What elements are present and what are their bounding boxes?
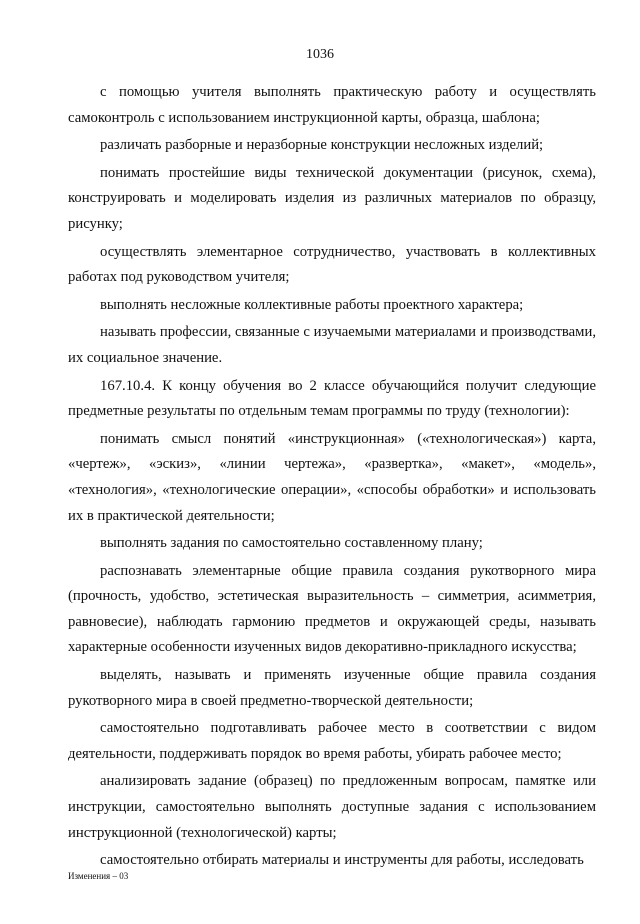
paragraph: выполнять задания по самостоятельно составленному плану; (100, 535, 483, 552)
paragraph: различать разборные и неразборные конструкции несложных изделий; (100, 137, 544, 154)
paragraph: анализировать задание (образец) по предложенным вопросам, памятке или инструкции, самостоятельно выполнять доступные задания с использованием инструкционной (технологической) карты; (68, 773, 596, 841)
paragraph: с помощью учителя выполнять практическую работу и осуществлять самоконтроль с использованием инструкционной карты, образца, шаблона; (68, 84, 596, 126)
paragraph: распознавать элементарные общие правила создания рукотворного мира (прочность, удобство, эстетическая выразительность – симметрия, асимметрия, равновесие), наблюдать гармонию предметов и окружающей среды, называть характерные особенности изученных видов декоративно-прикладного искусства; (68, 562, 596, 656)
body-text (68, 80, 596, 876)
paragraph: самостоятельно подготавливать рабочее место в соответствии с видом деятельности, поддерживать порядок во время работы, убирать рабочее место; (68, 720, 596, 762)
paragraph: осуществлять элементарное сотрудничество, участвовать в коллективных работах под руководством учителя; (68, 243, 596, 286)
paragraph: понимать простейшие виды технической документации (рисунок, схема), конструировать и моделировать изделия из различных материалов по образцу, рисунку; (68, 164, 596, 232)
paragraph: выделять, называть и применять изученные общие правила создания рукотворного мира в своей предметно-творческой деятельности; (68, 667, 596, 709)
paragraph: выполнять несложные коллективные работы проектного характера; (100, 296, 524, 313)
paragraph: самостоятельно отбирать материалы и инструменты для работы, исследовать (100, 852, 584, 869)
page-number: 1036 (306, 47, 334, 62)
paragraph: называть профессии, связанные с изучаемыми материалами и производствами, их социальное значение. (68, 324, 596, 366)
footer-note: Изменения – 03 (68, 871, 129, 881)
section-paragraph: 167.10.4. К концу обучения во 2 классе обучающийся получит следующие предметные результаты по отдельным темам программы по труду (технологии): (68, 377, 596, 420)
paragraph: понимать смысл понятий «инструкционная» («технологическая») карта, «чертеж», «эскиз», «линии чертежа», «развертка», «макет», «модель», «технология», «технологические операции», «способы обработки» и использовать их в практической деятельности; (68, 430, 596, 524)
